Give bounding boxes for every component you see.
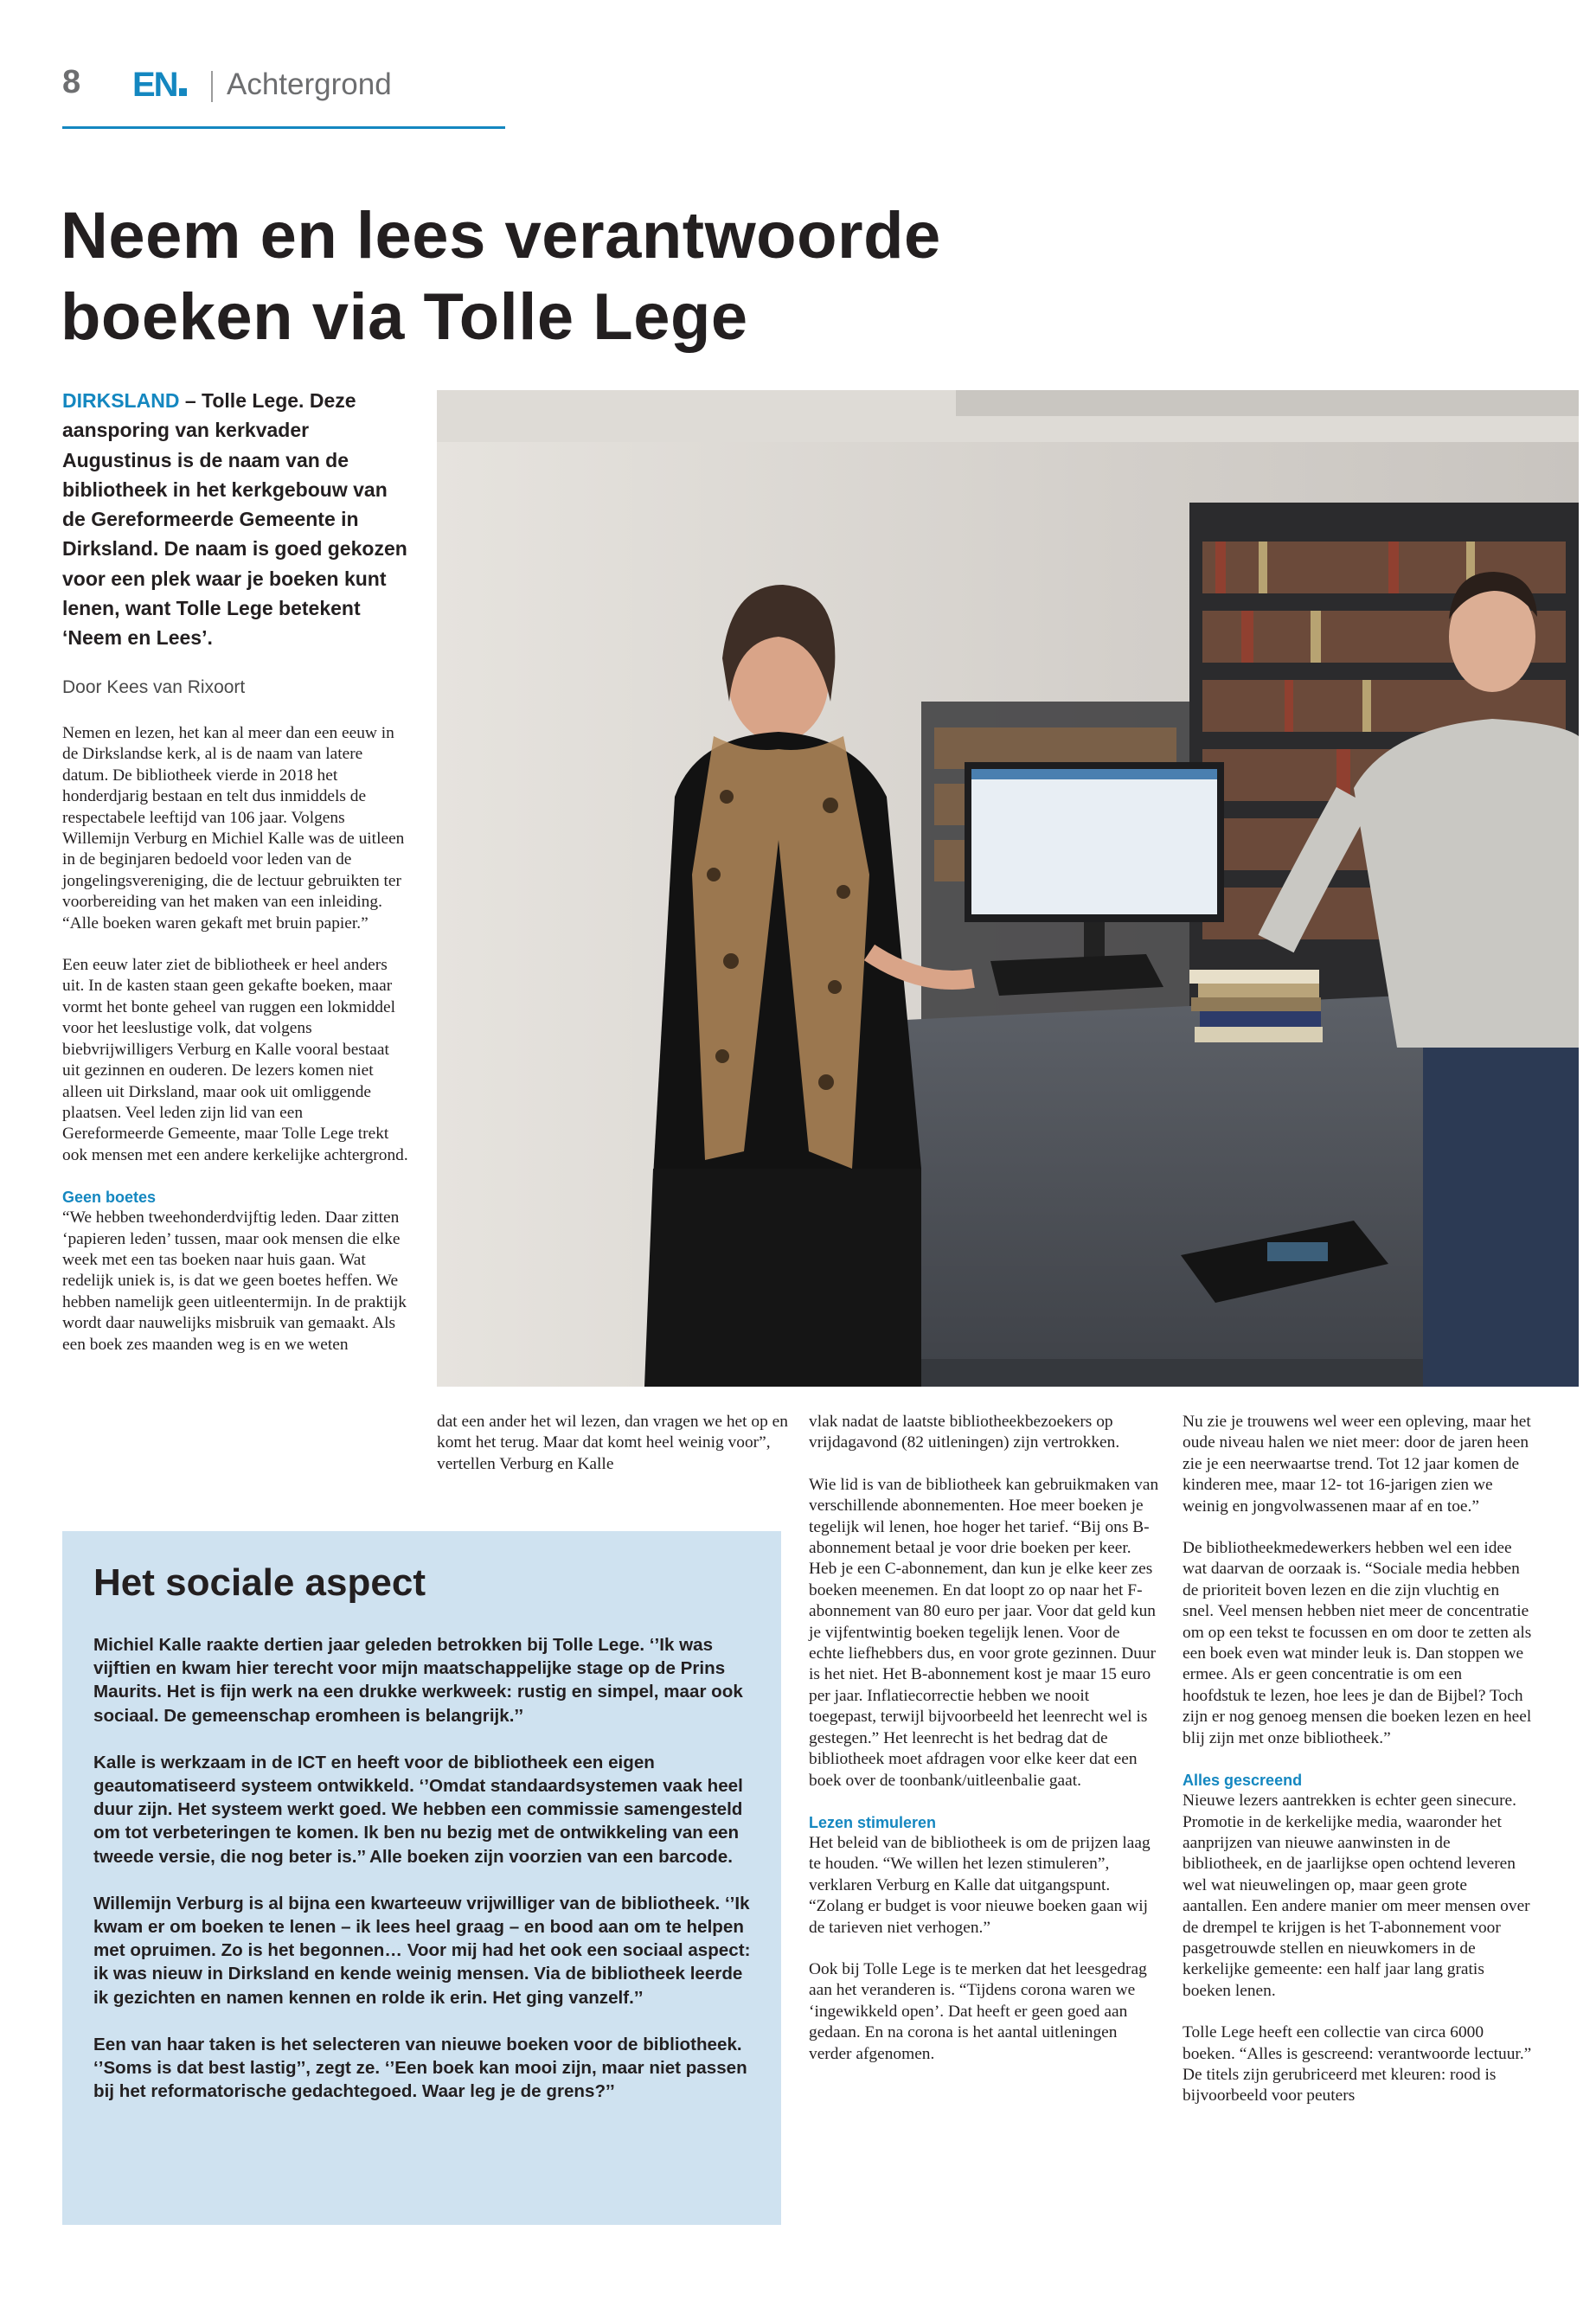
sidebar-title: Het sociale aspect	[93, 1561, 426, 1604]
paragraph: Ook bij Tolle Lege is te merken dat het leesgedrag aan het veranderen is. “Tijdens corona waren we ‘ingewikkeld open’. Dat heeft er geen goed aan gedaan. En na corona is het aantal uitleningen verder afgenomen.	[809, 1959, 1147, 2063]
dateline-place: DIRKSLAND	[62, 389, 180, 412]
article-photo	[437, 390, 1579, 1387]
subheading: Geen boetes	[62, 1189, 157, 1207]
paragraph: “We hebben tweehonderdvijftig leden. Daar zitten ‘papieren leden’ tussen, maar ook mensen die elke week met een tas boeken naar huis gaan. Wat redelijk uniek is, is dat we geen boetes heffen. We hebben namelijk geen uitleentermijn. In de praktijk wordt daar nauwelijks misbruik van gemaakt. Als een boek zes maanden weg is en we weten	[62, 1208, 407, 1354]
header-divider	[211, 71, 213, 102]
paragraph: Nieuwe lezers aantrekken is echter geen sinecure. Promotie in de kerkelijke media, waaronder het aanprijzen van nieuwe aanwinsten in de bibliotheek, en de jaarlijkse open ochtend leveren wel wat nieuwelingen op, maar geen grote aantallen. Een andere manier om meer mensen over de drempel te krijgen is het T-abonnement voor pasgetrouwde stellen en nieuwkomers in de kerkelijke gemeente: een half jaar lang gratis boeken lenen.	[1183, 1791, 1530, 2000]
paragraph: vlak nadat de laatste bibliotheekbezoekers op vrijdagavond (82 uitleningen) zijn vertrokken.	[809, 1413, 1120, 1452]
paragraph: Een eeuw later ziet de bibliotheek er heel anders uit. In de kasten staan geen gekafte boeken, maar vormt het bonte geheel van ruggen een lokmiddel voor het leeslustige volk, dat volgens biebvrijwilligers Verburg en Kalle vooral bestaat uit gezinnen en ouderen. De lezers komen niet alleen uit Dirksland, maar ook uit omliggende plaatsen. Veel leden zijn lid van een Gereformeerde Gemeente, maar Tolle Lege trekt ook mensen met een andere kerkelijke achtergrond.	[62, 956, 408, 1164]
sidebar-paragraph: Michiel Kalle raakte dertien jaar geleden betrokken bij Tolle Lege. ‘’Ik was vijftien en kwam hier terecht voor mijn maatschappelijke stage op de Prins Maurits. Het is fijn werk na een drukke werkweek: rustig en simpel, maar ook sociaal. De gemeenschap eromheen is belangrijk.’’	[93, 1635, 743, 1726]
body-column-2	[437, 1412, 793, 1475]
photo-library-counter	[437, 390, 1579, 1387]
intro-text: – Tolle Lege. Deze aansporing van kerkvader Augustinus is de naam van de bibliotheek in het kerkgebouw van de Gereformeerde Gemeente in Dirksland. De naam is goed gekozen voor een plek waar je boeken kunt lenen, want Tolle Lege betekent ‘Neem en Lees’.	[62, 389, 407, 650]
paragraph: Wie lid is van de bibliotheek kan gebruikmaken van verschillende abonnementen. Hoe meer boeken je tegelijk wil lenen, hoe hoger het tarief. “Bij ons B-abonnement betaal je voor drie boeken per keer. Heb je een C-abonnement, dan kun je elke keer zes boeken meenemen. En dat loopt zo op naar het F-abonnement van 80 euro per jaar. Voor dat geld kun je vijfentwintig boeken tegelijk lenen. Voor de echte liefhebbers dus, en voor grote gezinnen. Duur is het niet. Het B-abonnement kost je maar 15 euro per jaar. Inflatiecorrectie hebben we nooit toegepast, terwijl bijvoorbeeld het leenrecht wel is gestegen.” Het leenrecht is het bedrag dat de bibliotheek moet afdragen voor elke keer dat een boek over de toonbank/uitleenbalie gaat.	[809, 1475, 1159, 1790]
header-rule	[62, 126, 505, 129]
logo-dot	[179, 88, 187, 96]
paragraph: dat een ander het wil lezen, dan vragen we het op en komt het terug. Maar dat komt heel weinig voor”, vertellen Verburg en Kalle	[437, 1413, 788, 1473]
paragraph: Nemen en lezen, het kan al meer dan een eeuw in de Dirkslandse kerk, al is de naam van latere datum. De bibliotheek vierde in 2018 het honderdjarig bestaan en telt dus inmiddels de respectabele leeftijd van 106 jaar. Volgens Willemijn Verburg en Michiel Kalle was de uitleen in de beginjaren bedoeld voor leden van de jongelingsvereniging, die de lectuur gebruikten ter voorbereiding van het maken van een inleiding. “Alle boeken waren gekaft met bruin papier.”	[62, 724, 405, 933]
book-stack	[1189, 970, 1323, 1042]
paragraph: Nu zie je trouwens wel weer een opleving, maar het oude niveau halen we niet meer: door de jaren heen zie je een neerwaartse trend. Tot 12 jaar komen de kinderen mee, maar 12- tot 16-jarigen zien we weinig en jongvolwassenen maar af en toe.”	[1183, 1413, 1531, 1516]
sidebar-paragraph: Kalle is werkzaam in de ICT en heeft voor de bibliotheek een eigen geautomatiseerd systeem ontwikkeld. ‘’Omdat standaardsystemen vaak heel duur zijn. Het systeem werkt goed. We hebben een commissie samengesteld om tot verbeteringen te komen. Ik ben nu bezig met de ontwikkeling van een tweede versie, die nog beter is.’’ Alle boeken zijn voorzien van een barcode.	[93, 1752, 743, 1867]
paragraph: Tolle Lege heeft een collectie van circa 6000 boeken. “Alles is gescreend: verantwoorde lectuur.” De titels zijn gerubriceerd met kleuren: rood is bijvoorbeeld voor peuters	[1183, 2023, 1532, 2106]
publication-logo	[132, 66, 187, 105]
page-number: 8	[62, 64, 81, 100]
paragraph: Het beleid van de bibliotheek is om de prijzen laag te houden. “We willen het lezen stimuleren”, verklaren Verburg en Kalle dat uitgangspunt. “Zolang er budget is voor nieuwe boeken gaan wij de tarieven niet verhogen.”	[809, 1833, 1151, 1937]
paragraph: De bibliotheekmedewerkers hebben wel een idee wat daarvan de oorzaak is. “Sociale media hebben de prioriteit boven lezen en die zijn vluchtig en snel. Veel mensen hebben niet meer de concentratie om op een tekst te focussen en om door te zetten als een boek even wat minder leuk is. Dan stoppen we ermee. Als er geen concentratie is om een hoofdstuk te lezen, hoe lees je dan de Bijbel? Toch zijn er nog genoeg mensen die boeken lezen en heel blij zijn met onze bibliotheek.”	[1183, 1539, 1532, 1747]
body-column-4	[1183, 1412, 1533, 2107]
section-label: Achtergrond	[227, 67, 392, 101]
subheading: Alles gescreend	[1183, 1772, 1303, 1790]
logo-text: EN	[132, 66, 177, 104]
sidebar-paragraph: Een van haar taken is het selecteren van nieuwe boeken voor de bibliotheek. ‘’Soms is dat best lastig’’, zegt ze. ‘’Een boek kan mooi zijn, maar niet passen bij het reformatorische gedachtegoed. Waar leg je de grens?’’	[93, 2034, 747, 2102]
sidebar-body	[93, 1633, 751, 2126]
sidebar-paragraph: Willemijn Verburg is al bijna een kwarteeuw vrijwilliger van de bibliotheek. ‘’Ik kwam er om boeken te lenen – ik lees heel graag – en bood aan om te helpen met opruimen. Zo is het begonnen… Voor mij had het ook een sociaal aspect: ik was nieuw in Dirksland en kende weinig mensen. Via de bibliotheek leerde ik gezichten en namen kennen en rolde ik erin. Het ging vanzelf.’’	[93, 1893, 751, 2008]
body-column-3	[809, 1412, 1159, 2065]
article-intro	[62, 386, 408, 653]
subheading: Lezen stimuleren	[809, 1813, 937, 1831]
article-headline: Neem en lees verantwoorde boeken via Tolle Lege	[61, 199, 941, 354]
body-column-1	[62, 723, 408, 1356]
byline: Door Kees van Rixoort	[62, 677, 246, 697]
